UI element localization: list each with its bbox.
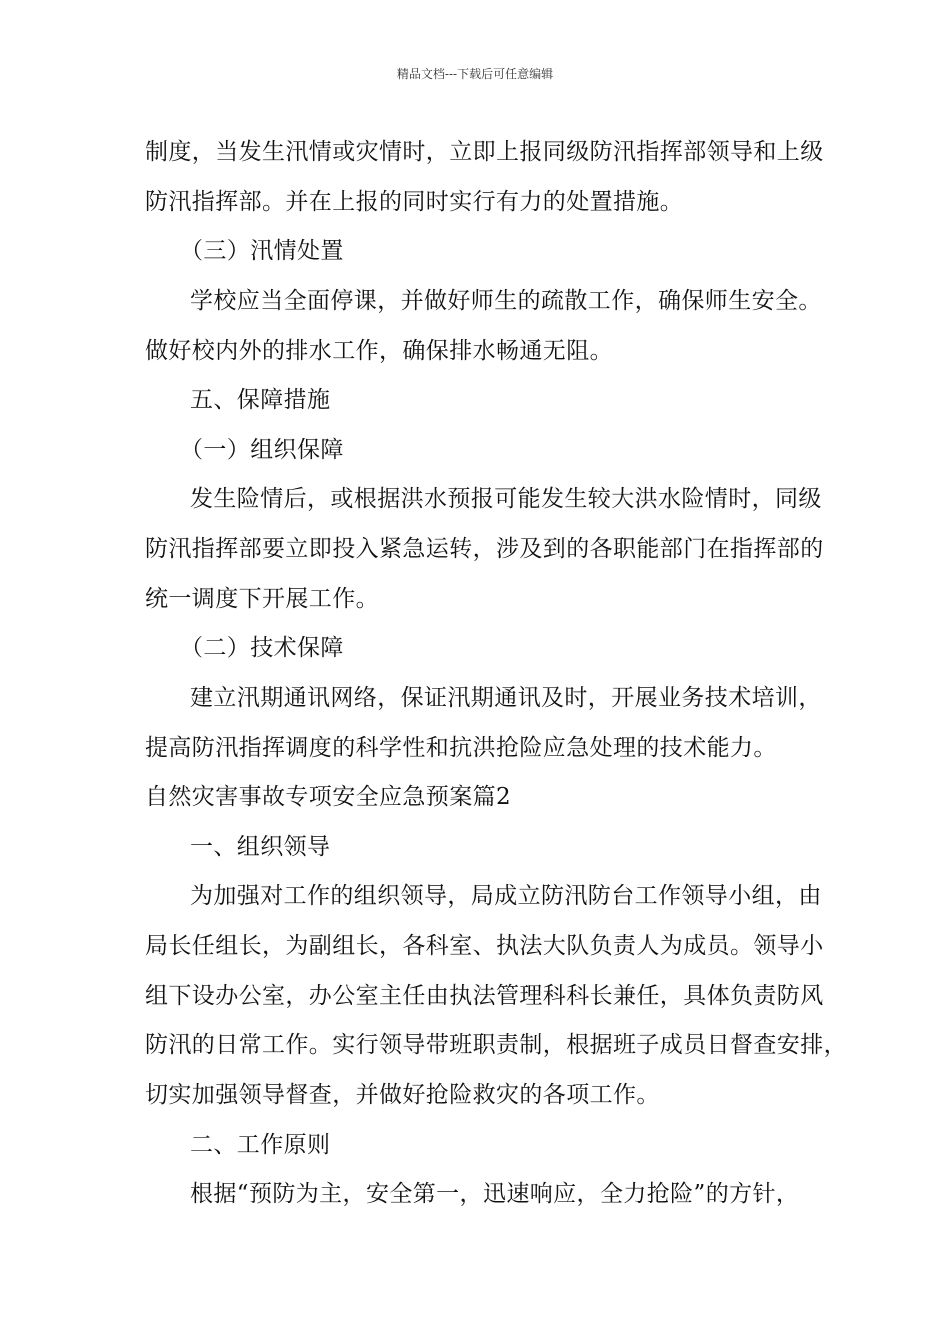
paragraph-line: 为加强对工作的组织领导，局成立防汛防台工作领导小组，由 <box>190 883 822 909</box>
subsection-heading: （三）汛情处置 <box>180 238 344 264</box>
paragraph-line: 建立汛期通讯网络，保证汛期通讯及时，开展业务技术培训， <box>190 685 822 711</box>
section-heading: 五、保障措施 <box>190 387 331 413</box>
paragraph-line: 提高防汛指挥调度的科学性和抗洪抢险应急处理的技术能力。 <box>145 735 777 761</box>
document-title: 自然灾害事故专项安全应急预案篇2 <box>145 784 512 810</box>
paragraph-line: 制度，当发生汛情或灾情时，立即上报同级防汛指挥部领导和上级 <box>145 139 824 165</box>
paragraph-line: 根据“预防为主，安全第一，迅速响应，全力抢险”的方针， <box>190 1181 800 1207</box>
paragraph-line: 防汛指挥部要立即投入紧急运转，涉及到的各职能部门在指挥部的 <box>145 536 824 562</box>
paragraph-line: 组下设办公室，办公室主任由执法管理科科长兼任，具体负责防风 <box>145 983 824 1009</box>
subsection-heading: （一）组织保障 <box>180 437 344 463</box>
subsection-heading: （二）技术保障 <box>180 635 344 661</box>
paragraph-line: 切实加强领导督查，并做好抢险救灾的各项工作。 <box>145 1082 660 1108</box>
paragraph-line: 防汛的日常工作。实行领导带班职责制，根据班子成员日督查安排， <box>145 1032 847 1058</box>
paragraph-line: 做好校内外的排水工作，确保排水畅通无阻。 <box>145 338 613 364</box>
section-heading: 二、工作原则 <box>190 1132 331 1158</box>
paragraph-line: 发生险情后，或根据洪水预报可能发生较大洪水险情时，同级 <box>190 486 822 512</box>
paragraph-line: 局长任组长，为副组长，各科室、执法大队负责人为成员。领导小 <box>145 933 824 959</box>
paragraph-line: 统一调度下开展工作。 <box>145 586 379 612</box>
section-heading: 一、组织领导 <box>190 834 331 860</box>
page-header: 精品文档---下载后可任意编辑 <box>396 67 554 81</box>
paragraph-line: 防汛指挥部。并在上报的同时实行有力的处置措施。 <box>145 189 684 215</box>
paragraph-line: 学校应当全面停课，并做好师生的疏散工作，确保师生安全。 <box>190 288 822 314</box>
